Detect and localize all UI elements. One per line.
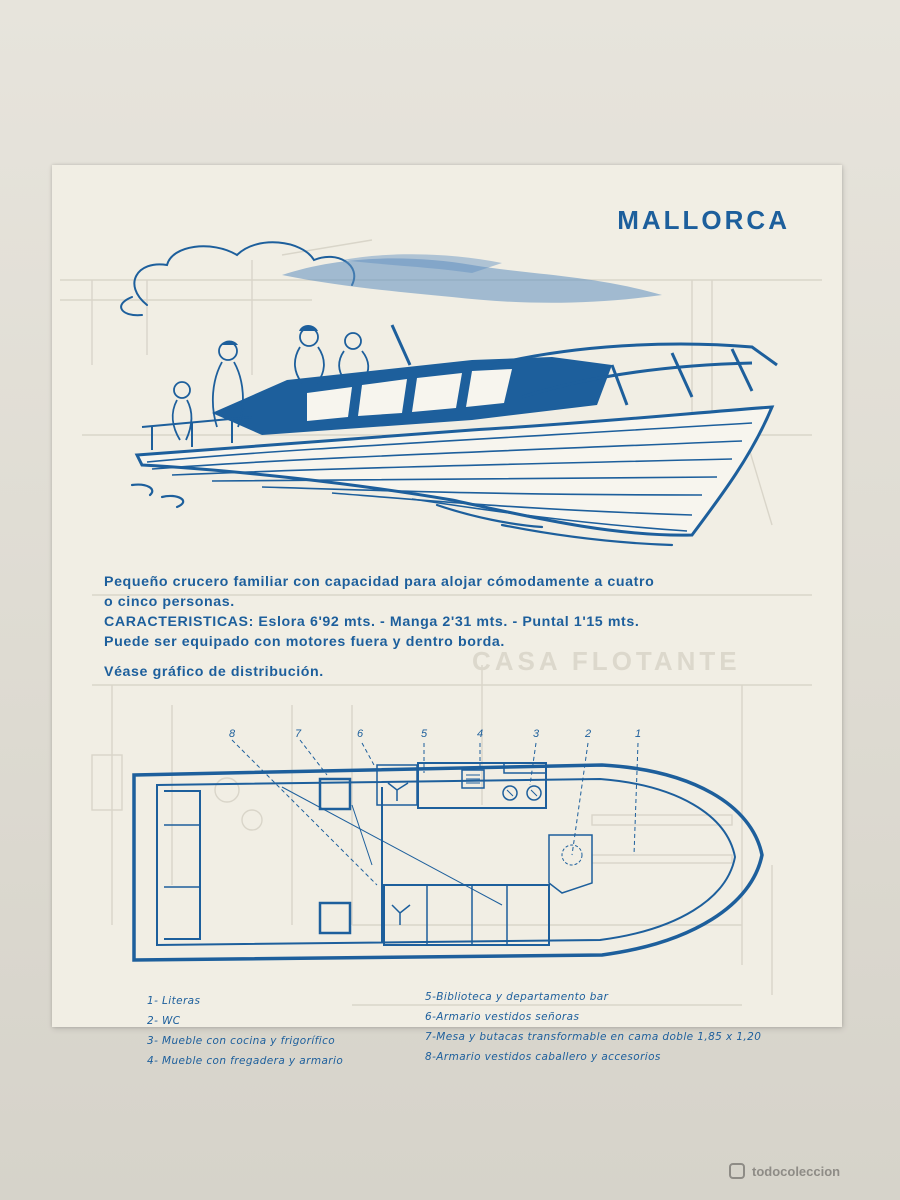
callout-2: 2: [584, 728, 592, 740]
see-plan-line: Véase gráfico de distribución.: [104, 664, 324, 680]
motors-line: Puede ser equipado con motores fuera y dentro borda.: [104, 634, 505, 650]
characteristics-line: CARACTERISTICAS: Eslora 6'92 mts. - Manga 2'31 mts. - Puntal 1'15 mts.: [104, 614, 640, 630]
legend-item: 8-Armario vestidos caballero y accesorios: [425, 1051, 661, 1063]
description-line: Pequeño crucero familiar con capacidad para alojar cómodamente a cuatro: [104, 574, 655, 590]
callout-8: 8: [228, 728, 236, 740]
svg-text:CASA FLOTANTE: CASA FLOTANTE: [472, 646, 741, 676]
legend-item: 3- Mueble con cocina y frigorífico: [147, 1035, 336, 1047]
callout-1: 1: [634, 728, 642, 740]
callout-4: 4: [476, 728, 484, 740]
legend-item: 5-Biblioteca y departamento bar: [425, 991, 609, 1003]
legend-item: 1- Literas: [147, 995, 201, 1007]
page-title: MALLORCA: [617, 205, 790, 235]
legend-item: 7-Mesa y butacas transformable en cama doble 1,85 x 1,20: [425, 1031, 762, 1043]
callout-7: 7: [294, 728, 302, 740]
deck-plan: [52, 165, 842, 1027]
legend-item: 4- Mueble con fregadera y armario: [147, 1055, 344, 1067]
legend-right: [425, 987, 761, 1067]
description-line: o cinco personas.: [104, 594, 235, 610]
watermark-logo: [728, 1156, 888, 1188]
legend-left: [147, 991, 343, 1071]
callout-5: 5: [420, 728, 428, 740]
callout-6: 6: [356, 728, 364, 740]
legend-item: 6-Armario vestidos señoras: [425, 1011, 580, 1023]
brochure-sheet: [52, 165, 842, 1067]
callout-3: 3: [532, 728, 540, 740]
watermark-text: todocoleccion: [752, 1164, 841, 1179]
legend-item: 2- WC: [147, 1015, 181, 1027]
